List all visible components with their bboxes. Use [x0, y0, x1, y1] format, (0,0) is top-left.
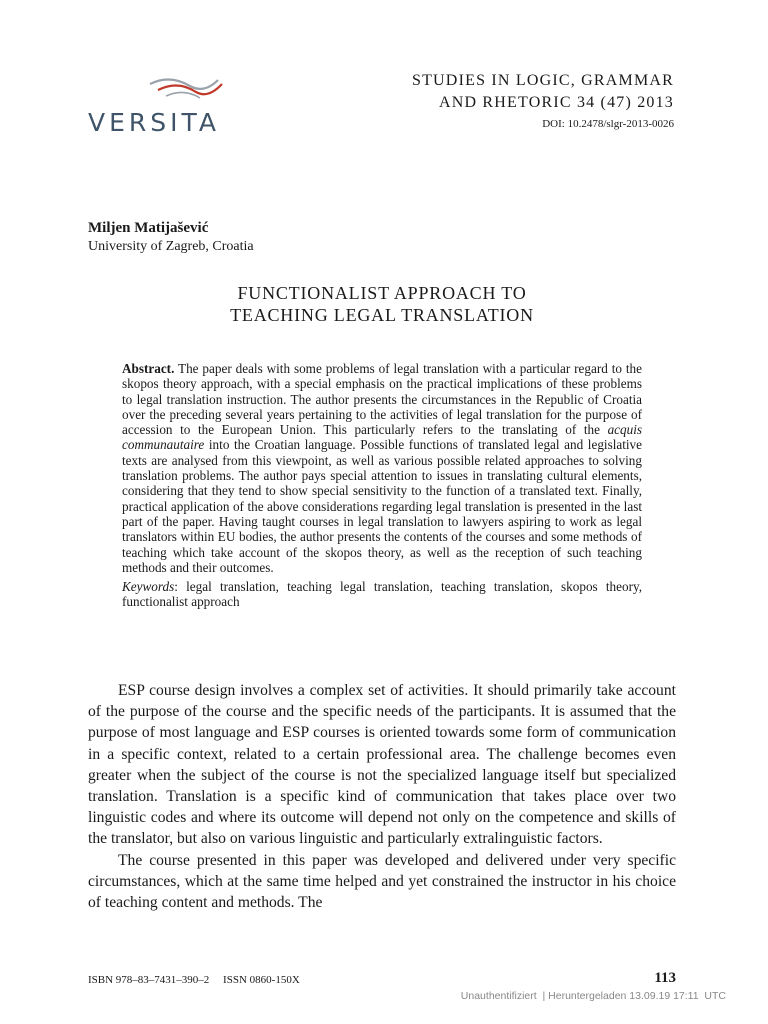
body-text — [88, 680, 676, 913]
paper-title — [88, 282, 676, 326]
author-affiliation: University of Zagreb, Croatia — [88, 239, 254, 254]
journal-title — [412, 70, 674, 114]
title-line-1: FUNCTIONALIST APPROACH TO — [237, 283, 527, 303]
journal-line-1: STUDIES IN LOGIC, GRAMMAR — [411, 72, 674, 89]
abstract-body-2: into the Croatian language. Possible functions of translated legal and legislative texts are analysed from this viewpoint, as well as various possible related approaches to solving translation problems. The author pays special attention to issues in translating cultural elements, considering that they tend to show special sensitivity to the function of a translated text. Finally, practical application of the above considerations regarding legal translation is presented in the last part of the paper. Having taught courses in legal translation to lawyers aspiring to work as legal translators within EU bodies, the author presents the contents of the courses and some methods of teaching which take account of the skopos theory, as well as the reception of such teaching methods and their outcomes. — [122, 437, 642, 575]
logo-text: VERSITA — [88, 108, 220, 137]
keywords — [122, 579, 642, 610]
author-name: Miljen Matijašević — [88, 220, 209, 236]
keywords-label: Keywords — [122, 579, 175, 595]
abstract-italic-term: acquis communautaire — [122, 422, 642, 453]
doi: DOI: 10.2478/slgr-2013-0026 — [542, 118, 674, 130]
bird-swoosh-icon — [148, 72, 238, 106]
abstract-body-1: The paper deals with some problems of legal translation with a particular regard to the skopos theory approach, with a special emphasis on the practical implications of these problems to legal translation instruction. The author presents the circumstances in the Republic of Croatia over the preceding several years pertaining to the activities of legal translation for the purpose of accession to the European Union. This particularly refers to the translating of the — [122, 361, 642, 438]
keywords-list: : legal translation, teaching legal translation, teaching translation, skopos theory, functionalist approach — [122, 579, 642, 610]
page-number: 113 — [654, 970, 676, 986]
body-paragraph-1: ESP course design involves a complex set of activities. It should primarily take account of the purpose of the course and the specific needs of the participants. It is assumed that the purpose of most language and ESP courses is oriented towards some form of communication in a specific context, related to a certain professional area. The challenge becomes even greater when the subject of the course is not the specialized language itself but specialized translation. Translation is a specific kind of communication that takes place over two linguistic codes and where its outcome will depend not only on the competence and skills of the translator, but also on various linguistic and particularly extralinguistic factors. — [88, 682, 676, 848]
abstract — [122, 361, 642, 610]
isbn-issn: ISBN 978–83–7431–390–2 ISSN 0860-150X — [88, 974, 300, 986]
download-watermark: Unauthentifiziert | Heruntergeladen 13.09.19 17:11 UTC — [460, 990, 726, 1002]
versita-logo — [88, 72, 238, 137]
body-paragraph-2: The course presented in this paper was developed and delivered under very specific circumstances, which at the same time helped and yet constrained the instructor in his choice of teaching content and methods. The — [88, 851, 676, 912]
abstract-label: Abstract. — [122, 361, 175, 376]
title-line-2: TEACHING LEGAL TRANSLATION — [230, 305, 534, 325]
journal-line-2: AND RHETORIC 34 (47) 2013 — [438, 94, 674, 111]
abstract-text — [122, 361, 642, 575]
